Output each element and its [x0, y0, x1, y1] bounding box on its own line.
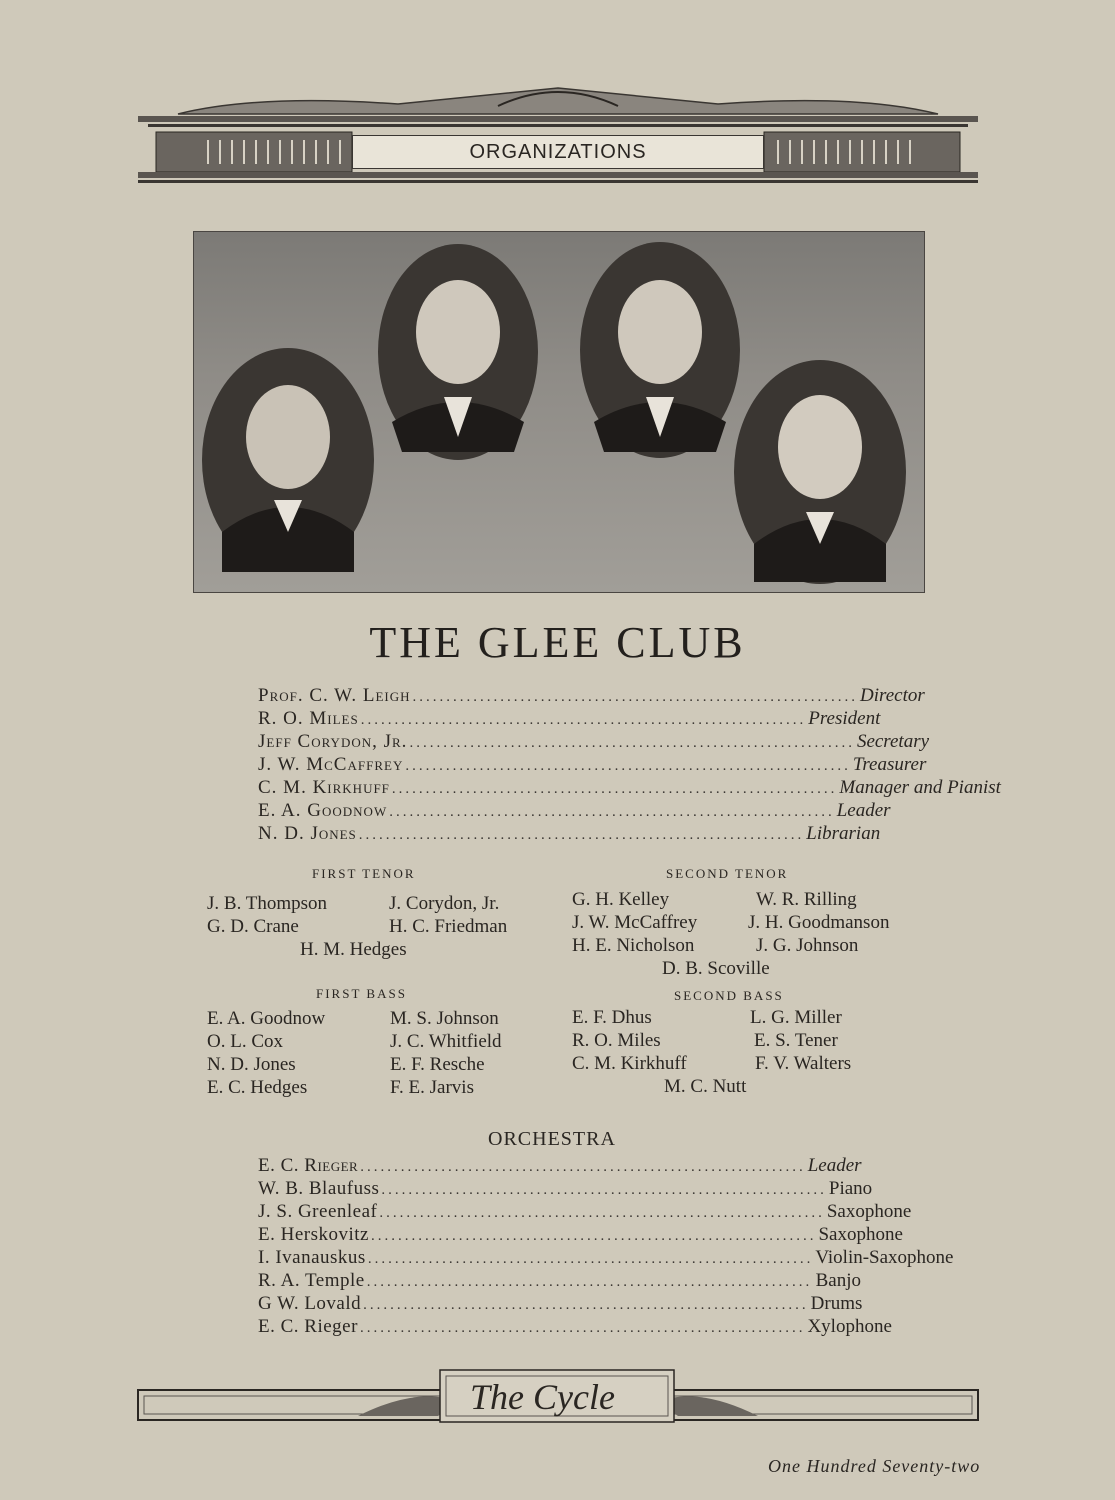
member-name: N. D. Jones — [207, 1054, 296, 1075]
orchestra-role: Violin-Saxophone — [815, 1247, 954, 1268]
member-row — [572, 888, 927, 911]
officer-role: President — [808, 708, 881, 729]
officer-row — [258, 823, 881, 846]
second-bass-list — [572, 1006, 872, 1098]
officer-name: N. D. Jones — [258, 823, 357, 844]
officer-role: Leader — [836, 800, 891, 821]
orchestra-row — [258, 1316, 892, 1339]
orchestra-role: Leader — [807, 1155, 862, 1176]
first-bass-heading: FIRST BASS — [316, 986, 407, 1001]
leader-dots: .................................................................. — [409, 735, 855, 751]
leader-dots: .................................................................. — [360, 712, 807, 728]
member-name: J. C. Whitfield — [390, 1031, 502, 1052]
portrait-1 — [202, 348, 374, 572]
leader-dots: .................................................................. — [359, 1320, 806, 1336]
orchestra-row — [258, 1178, 873, 1201]
orchestra-role: Banjo — [815, 1270, 861, 1291]
leader-dots: .................................................................. — [389, 804, 835, 820]
member-row — [572, 957, 927, 980]
portrait-photo — [193, 231, 925, 593]
officer-name: R. O. Miles — [258, 708, 359, 729]
glee-club-title: THE GLEE CLUB — [369, 618, 746, 667]
member-name: R. O. Miles — [572, 1030, 661, 1051]
orchestra-row — [258, 1224, 903, 1247]
officer-row — [258, 777, 1001, 800]
second-tenor-list — [572, 888, 927, 980]
orchestra-row — [258, 1247, 954, 1270]
member-name: G. D. Crane — [207, 916, 299, 937]
member-row — [572, 1006, 872, 1029]
orchestra-name: W. B. Blaufuss — [258, 1178, 380, 1199]
member-row — [572, 1029, 872, 1052]
section-title: ORGANIZATIONS — [352, 135, 764, 169]
orchestra-row — [258, 1201, 912, 1224]
portrait-2 — [378, 244, 538, 460]
first-tenor-heading: FIRST TENOR — [312, 866, 416, 881]
officer-row — [258, 754, 927, 777]
orchestra-name: I. Ivanauskus — [258, 1247, 366, 1268]
portrait-3 — [580, 242, 740, 458]
member-name: J. H. Goodmanson — [748, 912, 890, 933]
second-tenor-heading: SECOND TENOR — [666, 866, 789, 881]
leader-dots: .................................................................. — [391, 781, 838, 797]
orchestra-name: E. C. Rieger — [258, 1316, 358, 1337]
member-name: W. R. Rilling — [756, 889, 857, 910]
officer-name: J. W. McCaffrey — [258, 754, 404, 775]
orchestra-role: Xylophone — [807, 1316, 892, 1337]
officer-name: Jeff Corydon, Jr. — [258, 731, 408, 752]
officer-row — [258, 731, 930, 754]
second-bass-heading: SECOND BASS — [674, 988, 784, 1003]
member-name: D. B. Scoville — [662, 958, 770, 979]
member-name: M. C. Nutt — [664, 1076, 747, 1097]
member-name: H. M. Hedges — [300, 939, 407, 960]
header-ornament — [138, 84, 978, 184]
member-row — [207, 915, 547, 938]
member-row — [207, 1076, 547, 1099]
leader-dots: .................................................................. — [366, 1274, 813, 1290]
member-name: C. M. Kirkhuff — [572, 1053, 687, 1074]
member-row — [572, 934, 927, 957]
member-name: J. G. Johnson — [756, 935, 859, 956]
leader-dots: .................................................................. — [358, 827, 805, 843]
officer-name: C. M. Kirkhuff — [258, 777, 390, 798]
officer-name: E. A. Goodnow — [258, 800, 388, 821]
leader-dots: .................................................................. — [381, 1182, 827, 1198]
member-name: J. Corydon, Jr. — [389, 893, 500, 914]
orchestra-name: G W. Lovald — [258, 1293, 362, 1314]
first-tenor-list — [207, 892, 547, 961]
orchestra-title: ORCHESTRA — [488, 1128, 616, 1150]
orchestra-role: Drums — [810, 1293, 863, 1314]
member-name: J. W. McCaffrey — [572, 912, 698, 933]
first-bass-list — [207, 1007, 547, 1099]
page-number: One Hundred Seventy-two — [768, 1456, 981, 1476]
officer-row — [258, 708, 881, 731]
officer-role: Librarian — [806, 823, 881, 844]
orchestra-name: E. Herskovitz — [258, 1224, 369, 1245]
orchestra-role: Saxophone — [826, 1201, 912, 1222]
member-name: G. H. Kelley — [572, 889, 670, 910]
orchestra-row — [258, 1155, 861, 1178]
officer-list — [258, 685, 1001, 846]
member-name: F. E. Jarvis — [390, 1077, 474, 1098]
member-name: E. C. Hedges — [207, 1077, 308, 1098]
member-name: L. G. Miller — [750, 1007, 842, 1028]
officer-role: Manager and Pianist — [839, 777, 1001, 798]
member-row — [572, 911, 927, 934]
officer-role: Director — [860, 685, 925, 706]
portrait-4 — [734, 360, 906, 584]
leader-dots: .................................................................. — [367, 1251, 814, 1267]
member-name: E. F. Dhus — [572, 1007, 652, 1028]
member-name: E. F. Resche — [390, 1054, 485, 1075]
member-row — [572, 1052, 872, 1075]
member-row — [572, 1075, 872, 1098]
orchestra-row — [258, 1293, 861, 1316]
orchestra-name: E. C. Rieger — [258, 1155, 359, 1176]
member-name: O. L. Cox — [207, 1031, 283, 1052]
orchestra-list — [258, 1155, 954, 1339]
officer-role: Treasurer — [852, 754, 927, 775]
member-row — [207, 1053, 547, 1076]
member-name: E. A. Goodnow — [207, 1008, 326, 1029]
member-name: H. E. Nicholson — [572, 935, 695, 956]
leader-dots: .................................................................. — [370, 1228, 817, 1244]
orchestra-row — [258, 1270, 861, 1293]
member-row — [207, 938, 547, 961]
officer-name: Prof. C. W. Leigh — [258, 685, 411, 706]
member-name: E. S. Tener — [754, 1030, 838, 1051]
member-row — [207, 1007, 547, 1030]
leader-dots: .................................................................. — [360, 1159, 806, 1175]
member-row — [207, 892, 547, 915]
member-name: H. C. Friedman — [389, 916, 508, 937]
officer-row — [258, 685, 925, 708]
leader-dots: .................................................................. — [363, 1297, 809, 1313]
footer-title: The Cycle — [470, 1377, 615, 1417]
member-name: J. B. Thompson — [207, 893, 328, 914]
orchestra-name: J. S. Greenleaf — [258, 1201, 378, 1222]
member-row — [207, 1030, 547, 1053]
officer-role: Secretary — [856, 731, 930, 752]
leader-dots: .................................................................. — [379, 1205, 825, 1221]
member-name: F. V. Walters — [755, 1053, 852, 1074]
officer-row — [258, 800, 891, 823]
leader-dots: .................................................................. — [405, 758, 851, 774]
orchestra-role: Piano — [828, 1178, 873, 1199]
orchestra-role: Saxophone — [818, 1224, 903, 1245]
orchestra-name: R. A. Temple — [258, 1270, 365, 1291]
leader-dots: .................................................................. — [412, 689, 859, 705]
member-name: M. S. Johnson — [390, 1008, 499, 1029]
